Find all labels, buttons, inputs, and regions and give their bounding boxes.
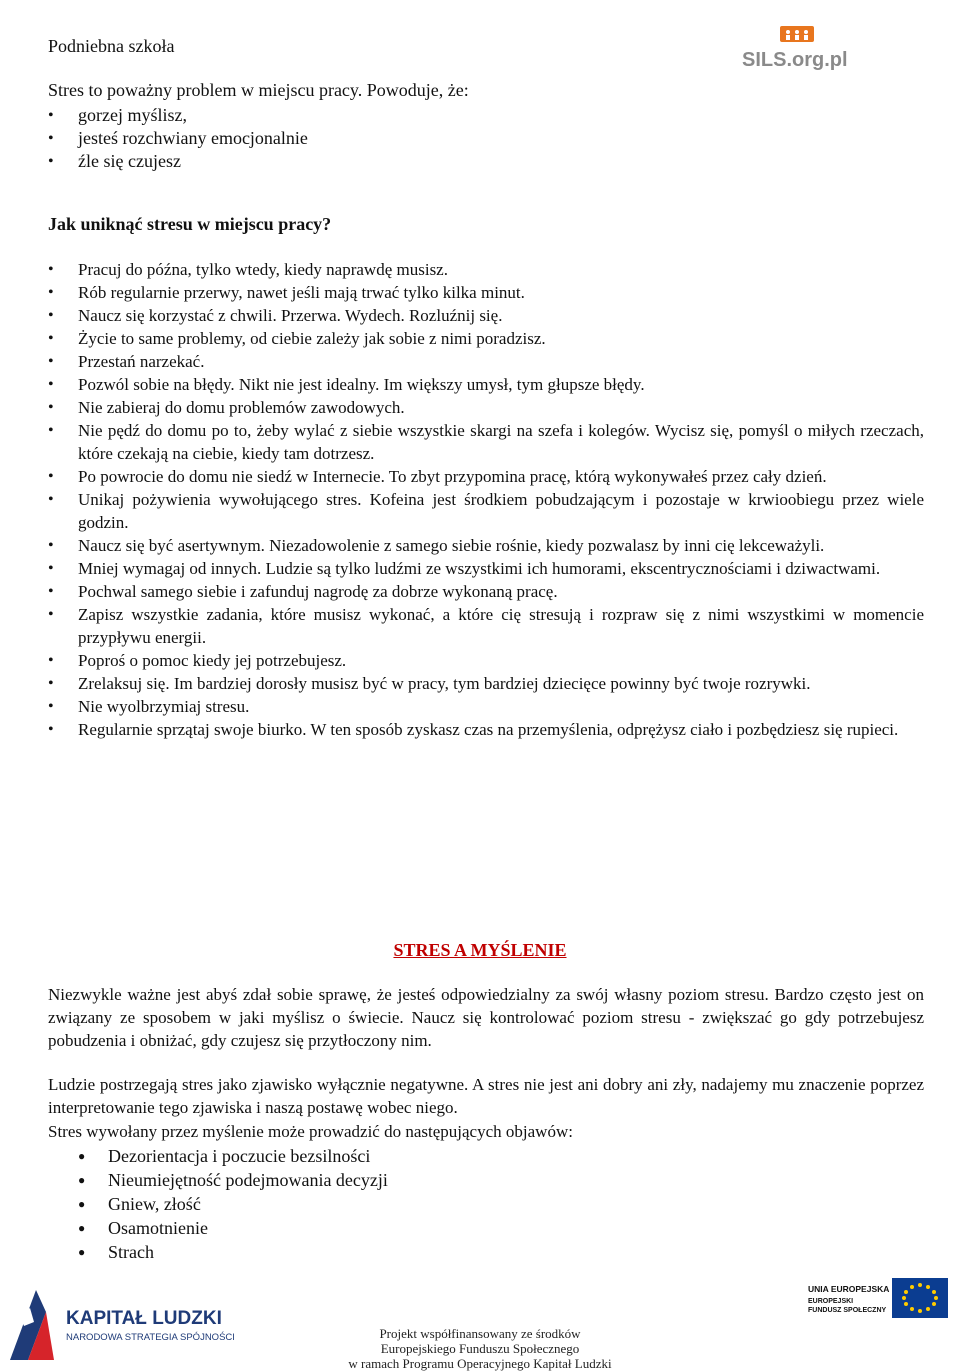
sils-logo: [740, 24, 860, 76]
tips-heading: Jak uniknąć stresu w miejscu pracy?: [48, 214, 332, 234]
footer-text: [0, 1326, 960, 1371]
list-item: • Mniej wymagaj od innych. Ludzie są tylko ludźmi ze wszystkimi ich humorami, ekscentrycznościami i dziwactwami.: [48, 557, 924, 580]
document-header-title: Podniebna szkoła: [48, 36, 175, 56]
intro-list: [48, 104, 928, 173]
list-item: • Nie pędź do domu po to, żeby wylać z siebie wszystkie skargi na szefa i kolegów. Wycisz się, pomyśl o miłych rzeczach, które czekają na ciebie, kiedy tam dotrzesz.: [48, 419, 924, 465]
list-item: • źle się czujesz: [48, 150, 928, 173]
list-item: • Po powrocie do domu nie siedź w Internecie. To zbyt przypomina pracę, którą wykonywałeś przez cały dzień.: [48, 465, 924, 488]
ue-line2: EUROPEJSKI: [808, 1298, 854, 1305]
list-item: • Zapisz wszystkie zadania, które musisz wykonać, a które cię stresują i rozpraw się z nimi wszystkimi w momencie przypływu energii.: [48, 603, 924, 649]
list-item: ● Nieumiejętność podejmowania decyzji: [78, 1168, 388, 1192]
symptoms-list: [78, 1144, 388, 1264]
list-item: • Pracuj do późna, tylko wtedy, kiedy naprawdę musisz.: [48, 258, 924, 281]
list-item: • gorzej myślisz,: [48, 104, 928, 127]
list-item: • Rób regularnie przerwy, nawet jeśli mają trwać tylko kilka minut.: [48, 281, 924, 304]
list-item: • Życie to same problemy, od ciebie zależy jak sobie z nimi poradzisz.: [48, 327, 924, 350]
list-item: ● Gniew, złość: [78, 1192, 388, 1216]
list-item: • Zrelaksuj się. Im bardziej dorosły musisz być w pracy, tym bardziej dziecięce powinny być twoje rozrywki.: [48, 672, 924, 695]
footer-line: Projekt współfinansowany ze środków: [379, 1326, 581, 1341]
intro-text: Stres to poważny problem w miejscu pracy. Powoduje, że:: [48, 80, 469, 100]
section-title: STRES A MYŚLENIE: [393, 940, 567, 960]
list-item: • Nie zabieraj do domu problemów zawodowych.: [48, 396, 924, 419]
tips-list: [48, 258, 924, 741]
list-item: • Naucz się korzystać z chwili. Przerwa. Wydech. Rozluźnij się.: [48, 304, 924, 327]
list-item: • Regularnie sprzątaj swoje biurko. W ten sposób zyskasz czas na przemyślenia, odprężysz ciało i pozbędziesz się rupieci.: [48, 718, 924, 741]
footer-line: w ramach Programu Operacyjnego Kapitał Ludzki: [348, 1356, 612, 1371]
footer-line: Europejskiego Funduszu Społecznego: [380, 1341, 580, 1356]
paragraph-responsibility: Niezwykle ważne jest abyś zdał sobie sprawę, że jesteś odpowiedzialny za swój własny poziom stresu. Bardzo często jest on związany ze sposobem w jaki myślisz o świecie. Naucz się kontrolować poziom stresu - zwiększać go gdy potrzebujesz pobudzenia i obniżać, gdy czujesz się przytłoczony nim.: [48, 985, 924, 1050]
eu-logo: [800, 1276, 960, 1326]
list-item: • Pochwal samego siebie i zafunduj nagrodę za dobrze wykonaną pracę.: [48, 580, 924, 603]
list-item: • Poproś o pomoc kiedy jej potrzebujesz.: [48, 649, 924, 672]
svg-text:SILS.org.pl: SILS.org.pl: [742, 49, 848, 71]
list-item: • jesteś rozchwiany emocjonalnie: [48, 127, 928, 150]
list-item: ● Dezorientacja i poczucie bezsilności: [78, 1144, 388, 1168]
list-item: ● Osamotnienie: [78, 1216, 388, 1240]
paragraph-perception: Ludzie postrzegają stres jako zjawisko wyłącznie negatywne. A stres nie jest ani dobry ani zły, nadajemy mu znaczenie poprzez interpretowanie tego zjawiska i naszą postawę wobec niego.: [48, 1075, 924, 1117]
ue-line1: UNIA EUROPEJSKA: [808, 1284, 890, 1294]
list-item: • Nie wyolbrzymiaj stresu.: [48, 695, 924, 718]
list-item: • Przestań narzekać.: [48, 350, 924, 373]
list-item: • Unikaj pożywienia wywołującego stres. Kofeina jest środkiem pobudzającym i pozostaje w krwioobiegu przez wiele godzin.: [48, 488, 924, 534]
list-item: • Naucz się być asertywnym. Niezadowolenie z samego siebie rośnie, kiedy pozwalasz by inni cię lekceważyli.: [48, 534, 924, 557]
ue-line3: FUNDUSZ SPOŁECZNY: [808, 1307, 887, 1314]
list-item: ● Strach: [78, 1240, 388, 1264]
kl-title: KAPITAŁ LUDZKI: [66, 1308, 222, 1329]
kl-subtitle: NARODOWA STRATEGIA SPÓJNOŚCI: [66, 1332, 235, 1343]
paragraph-symptoms-intro: Stres wywołany przez myślenie może prowadzić do następujących objawów:: [48, 1122, 573, 1141]
list-item: • Pozwól sobie na błędy. Nikt nie jest idealny. Im większy umysł, tym głupsze błędy.: [48, 373, 924, 396]
